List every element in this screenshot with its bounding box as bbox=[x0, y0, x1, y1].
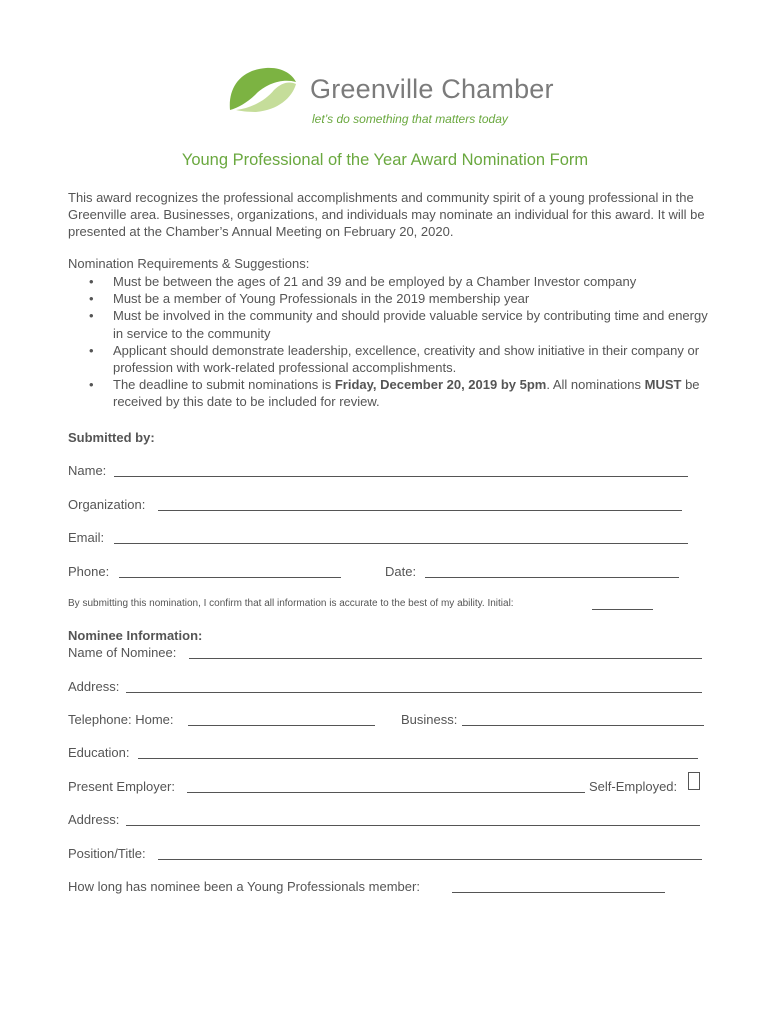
education-field[interactable] bbox=[138, 758, 698, 759]
intro-paragraph: This award recognizes the professional accomplishments and community spirit of a young professional in the Greenville area. Businesses, organizations, and individuals may nominate an individual for this award. It will be presented at the Chamber’s Annual Meeting on February 20, 2020. bbox=[68, 190, 705, 239]
address-field[interactable] bbox=[126, 692, 702, 693]
must-emphasis: MUST bbox=[644, 377, 682, 393]
phone-field[interactable] bbox=[119, 577, 341, 578]
membership-duration-label: How long has nominee been a Young Professionals member: bbox=[68, 879, 420, 894]
self-employed-checkbox[interactable] bbox=[688, 772, 700, 790]
employer-address-label: Address: bbox=[68, 812, 120, 827]
form-title: Young Professional of the Year Award Nomination Form bbox=[181, 151, 589, 169]
education-label: Education: bbox=[68, 745, 130, 760]
bullet: • bbox=[89, 342, 94, 358]
brand-name: Greenville Chamber bbox=[310, 74, 554, 104]
phone-label: Phone: bbox=[68, 564, 110, 579]
leaf-logo-icon bbox=[226, 64, 298, 114]
business-label: Business: bbox=[401, 712, 458, 727]
employer-field[interactable] bbox=[187, 792, 585, 793]
brand-tagline: let’s do something that matters today bbox=[312, 112, 508, 126]
bullet: • bbox=[89, 377, 94, 393]
date-field[interactable] bbox=[425, 577, 679, 578]
organization-field[interactable] bbox=[158, 510, 682, 511]
date-label: Date: bbox=[385, 564, 417, 579]
list-item: • Must be a member of Young Professionals in the 2019 membership year bbox=[89, 291, 530, 307]
initial-field[interactable] bbox=[592, 609, 653, 610]
nominee-name-label: Name of Nominee: bbox=[68, 645, 177, 660]
chamber-logo bbox=[226, 62, 566, 134]
bullet: • bbox=[89, 308, 94, 324]
position-field[interactable] bbox=[158, 859, 702, 860]
position-label: Position/Title: bbox=[68, 846, 146, 861]
employer-address-field[interactable] bbox=[126, 825, 700, 826]
membership-duration-field[interactable] bbox=[452, 892, 665, 893]
employer-label: Present Employer: bbox=[68, 779, 175, 794]
telephone-home-label: Telephone: Home: bbox=[68, 712, 174, 727]
list-item: • Applicant should demonstrate leadership, excellence, creativity and show initiative in their company or profession with work-related professional accomplishments. bbox=[89, 342, 700, 376]
submitted-by-heading: Submitted by: bbox=[68, 430, 155, 445]
nominee-name-field[interactable] bbox=[189, 658, 702, 659]
email-label: Email: bbox=[68, 530, 105, 545]
name-label: Name: bbox=[68, 463, 107, 478]
list-item: • Must be involved in the community and should provide valuable service by contributing time and energy in service to the community bbox=[89, 308, 708, 341]
business-phone-field[interactable] bbox=[462, 725, 704, 726]
address-label: Address: bbox=[68, 679, 120, 694]
deadline-item: • The deadline to submit nominations is Friday, December 20, 2019 by 5pm. All nominations MUST be received by this date to be included for review. bbox=[89, 377, 700, 410]
telephone-home-field[interactable] bbox=[188, 725, 375, 726]
confirmation-text: By submitting this nomination, I confirm that all information is accurate to the best of my ability. Initial: bbox=[68, 598, 514, 609]
email-field[interactable] bbox=[114, 543, 688, 544]
requirements-list bbox=[68, 273, 718, 411]
self-employed-label: Self-Employed: bbox=[589, 779, 678, 794]
deadline-date: Friday, December 20, 2019 by 5pm bbox=[334, 377, 547, 393]
bullet: • bbox=[89, 274, 94, 289]
bullet: • bbox=[89, 291, 94, 307]
requirements-heading: Nomination Requirements & Suggestions: bbox=[68, 256, 310, 271]
nominee-heading: Nominee Information: bbox=[68, 628, 203, 643]
list-item: • Must be between the ages of 21 and 39 and be employed by a Chamber Investor company bbox=[89, 274, 637, 289]
name-field[interactable] bbox=[114, 476, 688, 477]
organization-label: Organization: bbox=[68, 497, 146, 512]
